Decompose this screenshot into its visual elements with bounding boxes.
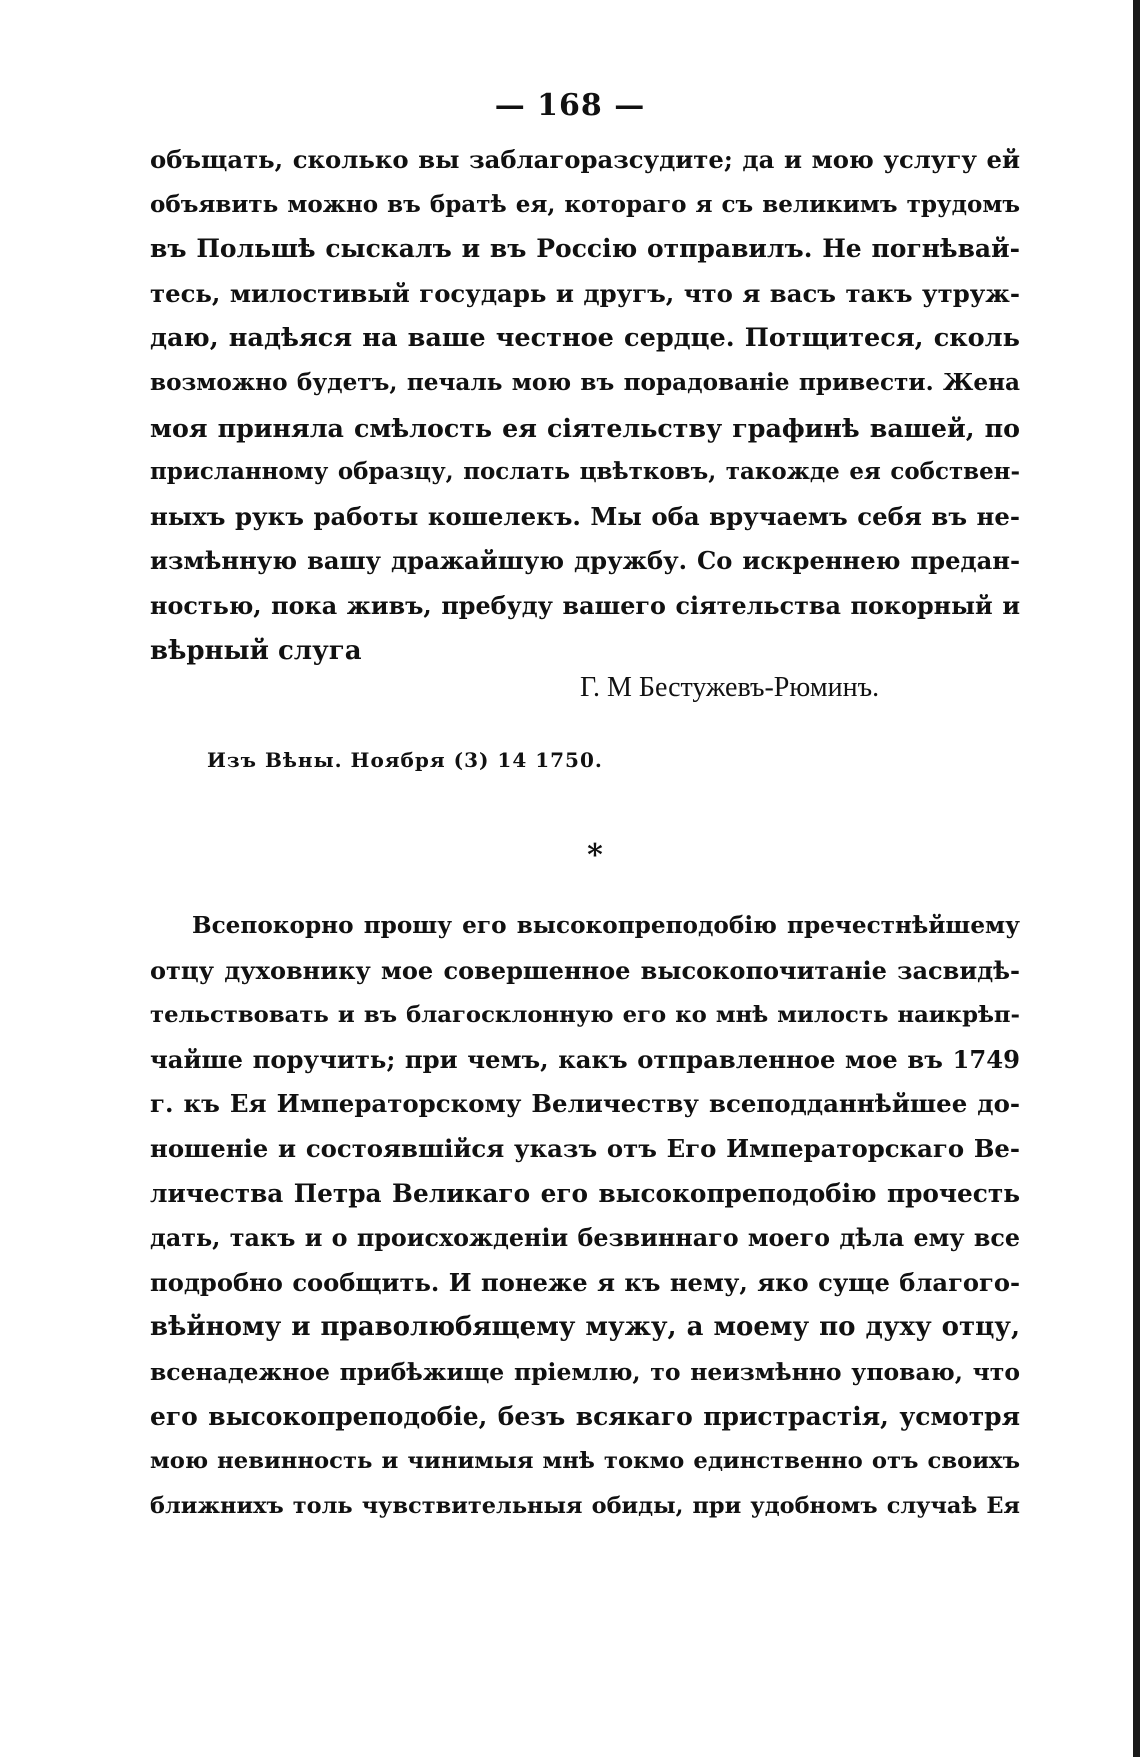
- text-line: чайше поручить; при чемъ, какъ отправленное мое въ 1749: [150, 1044, 1020, 1074]
- text-line: тесь, милостивый государь и другъ, что я васъ такъ утруж-: [150, 278, 1020, 308]
- section-separator: *: [587, 838, 603, 873]
- text-line: ныхъ рукъ работы кошелекъ. Мы оба вручаемъ себя въ не-: [150, 501, 1020, 531]
- text-line: возможно будетъ, печаль мою въ порадованіе привести. Жена: [150, 368, 1020, 396]
- text-line: присланному образцу, послать цвѣтковъ, такожде ея собствен-: [150, 458, 1020, 486]
- text-line: объщать, сколько вы заблагоразсудите; да и мою услугу ей: [150, 145, 1020, 174]
- text-line: Всепокорно прошу его высокопреподобію пречестнѣйшему: [192, 912, 1020, 939]
- text-line: ближнихъ толь чувствительныя обиды, при удобномъ случаѣ Ея: [150, 1492, 1020, 1519]
- text-line: ношеніе и состоявшійся указъ отъ Его Императорскаго Ве-: [150, 1133, 1020, 1163]
- page-edge-shadow: [1133, 0, 1140, 1757]
- text-line: личества Петра Великаго его высокопреподобію прочесть: [150, 1178, 1020, 1208]
- letter-2-body: [150, 904, 1020, 1528]
- text-line: дать, такъ и о происхожденіи безвиннаго моего дѣла ему все: [150, 1224, 1020, 1253]
- text-line: ностью, пока живъ, пребуду вашего сіятельства покорный и: [150, 591, 1020, 620]
- text-line: г. къ Ея Императорскому Величеству всеподданнѣйшее до-: [150, 1089, 1020, 1119]
- text-line: его высокопреподобіе, безъ всякаго пристрастія, усмотря: [150, 1401, 1020, 1431]
- letter-1-body: [150, 138, 1020, 673]
- text-line: подробно сообщить. И понеже я къ нему, яко суще благого-: [150, 1267, 1020, 1297]
- page-number: — 168 —: [494, 88, 646, 123]
- text-line: моя приняла смѣлость ея сіятельству графинѣ вашей, по: [150, 412, 1020, 443]
- text-line: тельствовать и въ благосклонную его ко мнѣ милость наикрѣп-: [150, 1002, 1020, 1029]
- text-line: даю, надѣяся на ваше честное сердце. Потщитеся, сколь: [150, 323, 1020, 354]
- text-line: отцу духовнику мое совершенное высокопочитаніе засвидѣ-: [150, 955, 1020, 985]
- text-line: всенадежное прибѣжище пріемлю, то неизмѣнно уповаю, что: [150, 1357, 1020, 1386]
- text-line: мою невинность и чинимыя мнѣ токмо единственно отъ своихъ: [150, 1448, 1020, 1475]
- signature: Г. М Бестужевъ-Рюминъ.: [580, 672, 880, 703]
- text-line: вѣйному и праволюбящему мужу, а моему по духу отцу,: [150, 1312, 1020, 1343]
- text-line: объявить можно въ братѣ ея, котораго я съ великимъ трудомъ: [150, 190, 1020, 218]
- text-line: вѣрный слуга: [150, 635, 362, 666]
- place-date: Изъ Вѣны. Ноября (3) 14 1750.: [207, 748, 603, 772]
- text-line: въ Польшѣ сыскалъ и въ Россію отправилъ. Не погнѣвай-: [150, 234, 1020, 264]
- text-line: измѣнную вашу дражайшую дружбу. Со искреннею предан-: [150, 546, 1020, 576]
